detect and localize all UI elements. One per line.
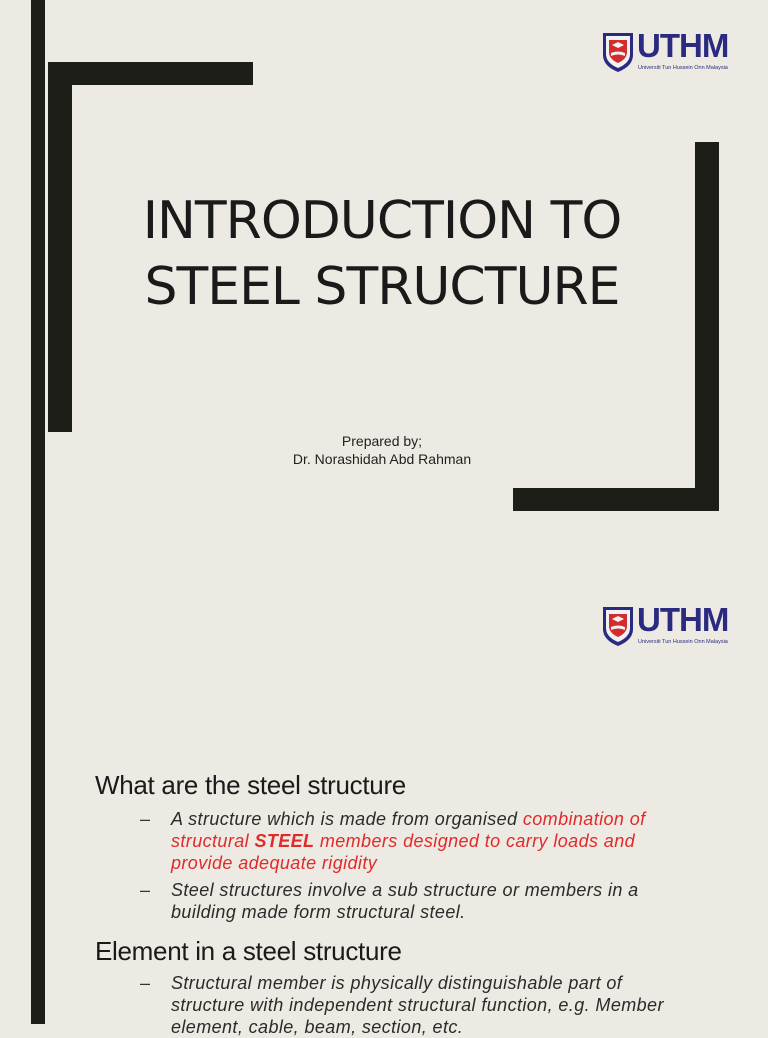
prepared-by-label: Prepared by; — [341, 433, 423, 449]
highlight-text: members designed to carry loads and provide adequate rigidity — [171, 831, 636, 873]
top-left-bracket-horizontal — [48, 62, 253, 85]
uthm-crest-icon — [601, 605, 635, 647]
heading-element-in-steel-structure: Element in a steel structure — [95, 936, 402, 966]
heading-what-are-steel-structure: What are the steel structure — [95, 770, 406, 800]
bullet-dash: – — [140, 880, 151, 900]
uthm-wordmark: UTHM — [637, 27, 729, 64]
bullet-dash: – — [140, 809, 151, 829]
bullet-text: Structural member is physically distinguishable part of structure with independent structural function, e.g. Member element, cable, beam, section, etc. — [171, 973, 664, 1037]
highlight-text: combination of structural — [171, 809, 646, 851]
bullet-text — [171, 808, 681, 874]
uthm-crest-icon — [601, 31, 635, 73]
uthm-logo — [601, 27, 749, 79]
title-line-2: STEEL STRUCTURE — [144, 257, 620, 317]
emphasis-steel: STEEL — [254, 831, 315, 851]
uthm-subtitle: Universiti Tun Hussein Onn Malaysia — [638, 639, 728, 645]
top-left-bracket-vertical — [48, 62, 72, 432]
author-name: Dr. Norashidah Abd Rahman — [292, 451, 472, 467]
slide-title — [100, 188, 664, 320]
title-line-1: INTRODUCTION TO — [142, 191, 622, 251]
bullet-text-part: A structure which is made from organised — [171, 809, 523, 829]
bottom-right-bracket-horizontal — [513, 488, 719, 511]
bottom-right-bracket-vertical — [695, 142, 719, 511]
bullet-text: Steel structures involve a sub structure or members in a building made form structural steel. — [171, 880, 639, 922]
left-vertical-rule — [31, 0, 45, 1024]
uthm-logo-slide-2 — [601, 601, 749, 653]
author-byline — [200, 432, 564, 468]
bullet-dash: – — [140, 973, 151, 993]
uthm-subtitle: Universiti Tun Hussein Onn Malaysia — [638, 65, 728, 71]
uthm-wordmark: UTHM — [637, 601, 729, 638]
